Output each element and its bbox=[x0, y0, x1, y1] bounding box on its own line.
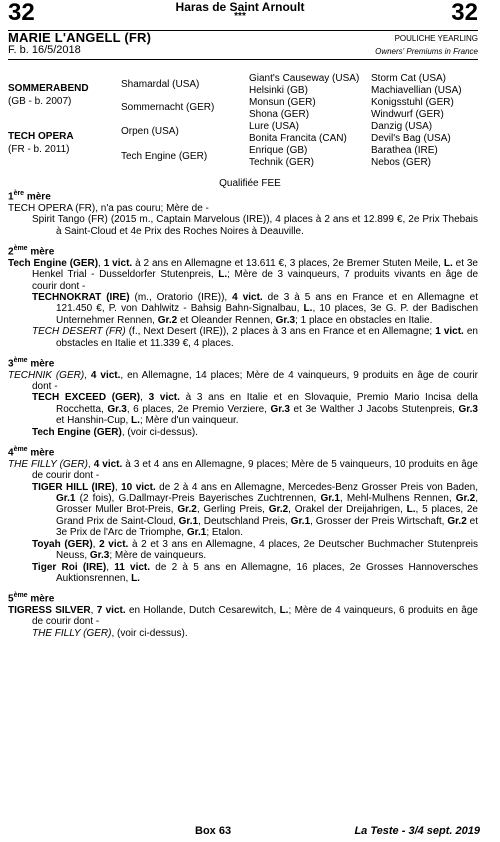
dam-3-produce: TECH EXCEED (GER), 3 vict. à 3 ans en Italie et en Slovaquie, Premio Mario Incisa della Rocchetta, Gr.3, 6 places, 2e Premio Verziere, Gr.3 et 3e Walther J Jacobs Stutenpreis, Gr.3 et Hanshin-Cup, L.; Mère d'un vainqueur. bbox=[32, 392, 478, 427]
pedigree-dam-info: (FR - b. 2011) bbox=[8, 144, 70, 155]
pedigree-gen2: Sommernacht (GER) bbox=[121, 102, 215, 113]
dam-2-produce: TECHNOKRAT (IRE) (m., Oratorio (IRE)), 4 vict. de 3 à 5 ans en France et en Allemagne et 121.450 €, P. von Dahlwitz - Bahsig Bahn-Signalbau, L., 10 places, 3e G. P. der Badischen Unternehmer Rennen, Gr.2 et Oleander Rennen, Gr.3; 1 place en obstacles en Italie. bbox=[32, 291, 479, 326]
dam-3-produce: Tech Engine (GER), (voir ci-dessus). bbox=[32, 426, 198, 438]
stud-name: Haras de Saint Arnoult bbox=[175, 0, 305, 14]
lot-number-right: 32 bbox=[451, 0, 478, 26]
dam-5-text: TIGRESS SILVER, 7 vict. en Hollande, Dutch Cesarewitch, L.; Mère de 4 vainqueurs, 6 produits en âge de courir dont - bbox=[8, 605, 478, 628]
pedigree-gen3: Helsinki (GB) bbox=[249, 85, 308, 96]
dam-4-produce: Tiger Roi (IRE), 11 vict. de 2 à 5 ans en Allemagne, 16 places, 2e Grosses Hannoversches Auktionsrennen, L. bbox=[32, 561, 479, 584]
pedigree-gen4: Barathea (IRE) bbox=[371, 145, 438, 156]
dam-heading-2: 2ème mère bbox=[8, 244, 55, 258]
pedigree-gen4: Devil's Bag (USA) bbox=[371, 133, 451, 144]
pedigree-gen3: Lure (USA) bbox=[249, 121, 300, 132]
pedigree-dam: TECH OPERA bbox=[8, 131, 74, 142]
dam-4-produce: TIGER HILL (IRE), 10 vict. de 2 à 4 ans en Allemagne, Mercedes-Benz Grosser Preis von Baden, Gr.1 (2 fois), G.Dallmayr-Preis Bayerisches Zuchtrennen, Gr.1, Mehl-Mulhens Rennen, Gr.2, Grosser Muller Brot-Preis, Gr.2, Gerling Preis, Gr.2, Orakel der Dreijahrigen, L., 5 places, 2e Grand Prix de Saint-Cloud, Gr.1, Deutschland Preis, Gr.1, Grosser der Preis Wirtschaft, Gr.2 et 3e Prix de l'Arc de Triomphe, Gr.1; Etalon. bbox=[32, 481, 479, 539]
dam-4-text: THE FILLY (GER), 4 vict. à 3 et 4 ans en Allemagne, 9 places; Mère de 5 vainqueurs, 10 produits en âge de courir dont - bbox=[8, 458, 478, 482]
dam-2-produce: TECH DESERT (FR) (f., Next Desert (IRE)), 2 places à 3 ans en France et en Allemagne; 1 vict. en obstacles en Italie et 11.339 €, 4 places. bbox=[32, 326, 478, 349]
owners-premiums-note: Owners' Premiums in France bbox=[375, 47, 478, 56]
dam-2-text: Tech Engine (GER), 1 vict. à 2 ans en Allemagne et 13.611 €, 3 places, 2e Bremer Stuten Meile, L. et 3e Henkel Trial - Dusseldorfer Stutenpreis, L.; Mère de 3 vainqueurs, 7 produits vivants en âge de courir dont - bbox=[8, 257, 479, 292]
qualification: Qualifiée FEE bbox=[219, 178, 281, 189]
pedigree-gen4: Storm Cat (USA) bbox=[371, 73, 447, 84]
pedigree-gen3: Monsun (GER) bbox=[249, 97, 316, 108]
dam-heading-3: 3ème mère bbox=[8, 356, 55, 370]
pedigree-gen2: Orpen (USA) bbox=[121, 126, 179, 137]
dam-heading-5: 5ème mère bbox=[8, 592, 55, 605]
dam-3-text: TECHNIK (GER), 4 vict., en Allemagne, 14 places; Mère de 4 vainqueurs, 9 produits en âge de courir dont - bbox=[8, 369, 478, 393]
dam-5-produce: THE FILLY (GER), (voir ci-dessus). bbox=[32, 627, 188, 639]
family-text bbox=[8, 188, 478, 639]
pedigree-gen3: Giant's Causeway (USA) bbox=[249, 73, 360, 84]
pedigree-gen3: Technik (GER) bbox=[249, 157, 315, 168]
footer-box-number: Box 63 bbox=[195, 825, 232, 837]
pedigree-gen4: Machiavellian (USA) bbox=[371, 85, 462, 96]
pedigree-sire: SOMMERABEND bbox=[8, 83, 89, 94]
pedigree-gen4: Danzig (USA) bbox=[371, 121, 433, 132]
pedigree-gen4: Windwurf (GER) bbox=[371, 109, 444, 120]
pedigree-gen3: Enrique (GB) bbox=[249, 145, 308, 156]
horse-type: POULICHE YEARLING bbox=[394, 34, 478, 43]
pedigree-gen2: Tech Engine (GER) bbox=[121, 151, 208, 162]
pedigree-gen4: Nebos (GER) bbox=[371, 157, 432, 168]
pedigree-gen3: Shona (GER) bbox=[249, 109, 310, 120]
dam-heading-4: 4ème mère bbox=[8, 446, 55, 459]
pedigree-gen4: Konigsstuhl (GER) bbox=[371, 97, 454, 108]
pedigree-gen3: Bonita Francita (CAN) bbox=[249, 133, 347, 144]
footer-venue-date: La Teste - 3/4 sept. 2019 bbox=[354, 825, 480, 837]
dam-heading-1: 1ère mère bbox=[8, 190, 51, 203]
pedigree-sire-info: (GB - b. 2007) bbox=[8, 96, 72, 107]
dam-4-produce: Toyah (GER), 2 vict. à 2 et 3 ans en Allemagne, 4 places, 2e Deutscher Buchmacher Stutenpreis Neuss, Gr.3; Mère de vainqueurs. bbox=[32, 538, 478, 562]
dam-1-text: TECH OPERA (FR), n'a pas couru; Mère de - bbox=[8, 202, 209, 214]
header-rule-bottom bbox=[8, 59, 478, 60]
dam-1-produce: Spirit Tango (FR) (2015 m., Captain Marvelous (IRE)), 4 places à 2 ans et 12.899 €, 2e Prix Thebais à Saint-Cloud et 4e Prix des Roches Noires à Deauville. bbox=[32, 214, 478, 237]
lot-number-left: 32 bbox=[8, 0, 35, 26]
pedigree-gen2: Shamardal (USA) bbox=[121, 79, 200, 90]
stars: *** bbox=[234, 11, 246, 22]
horse-name: MARIE L'ANGELL (FR) bbox=[8, 30, 152, 45]
horse-description: F. b. 16/5/2018 bbox=[8, 44, 81, 56]
